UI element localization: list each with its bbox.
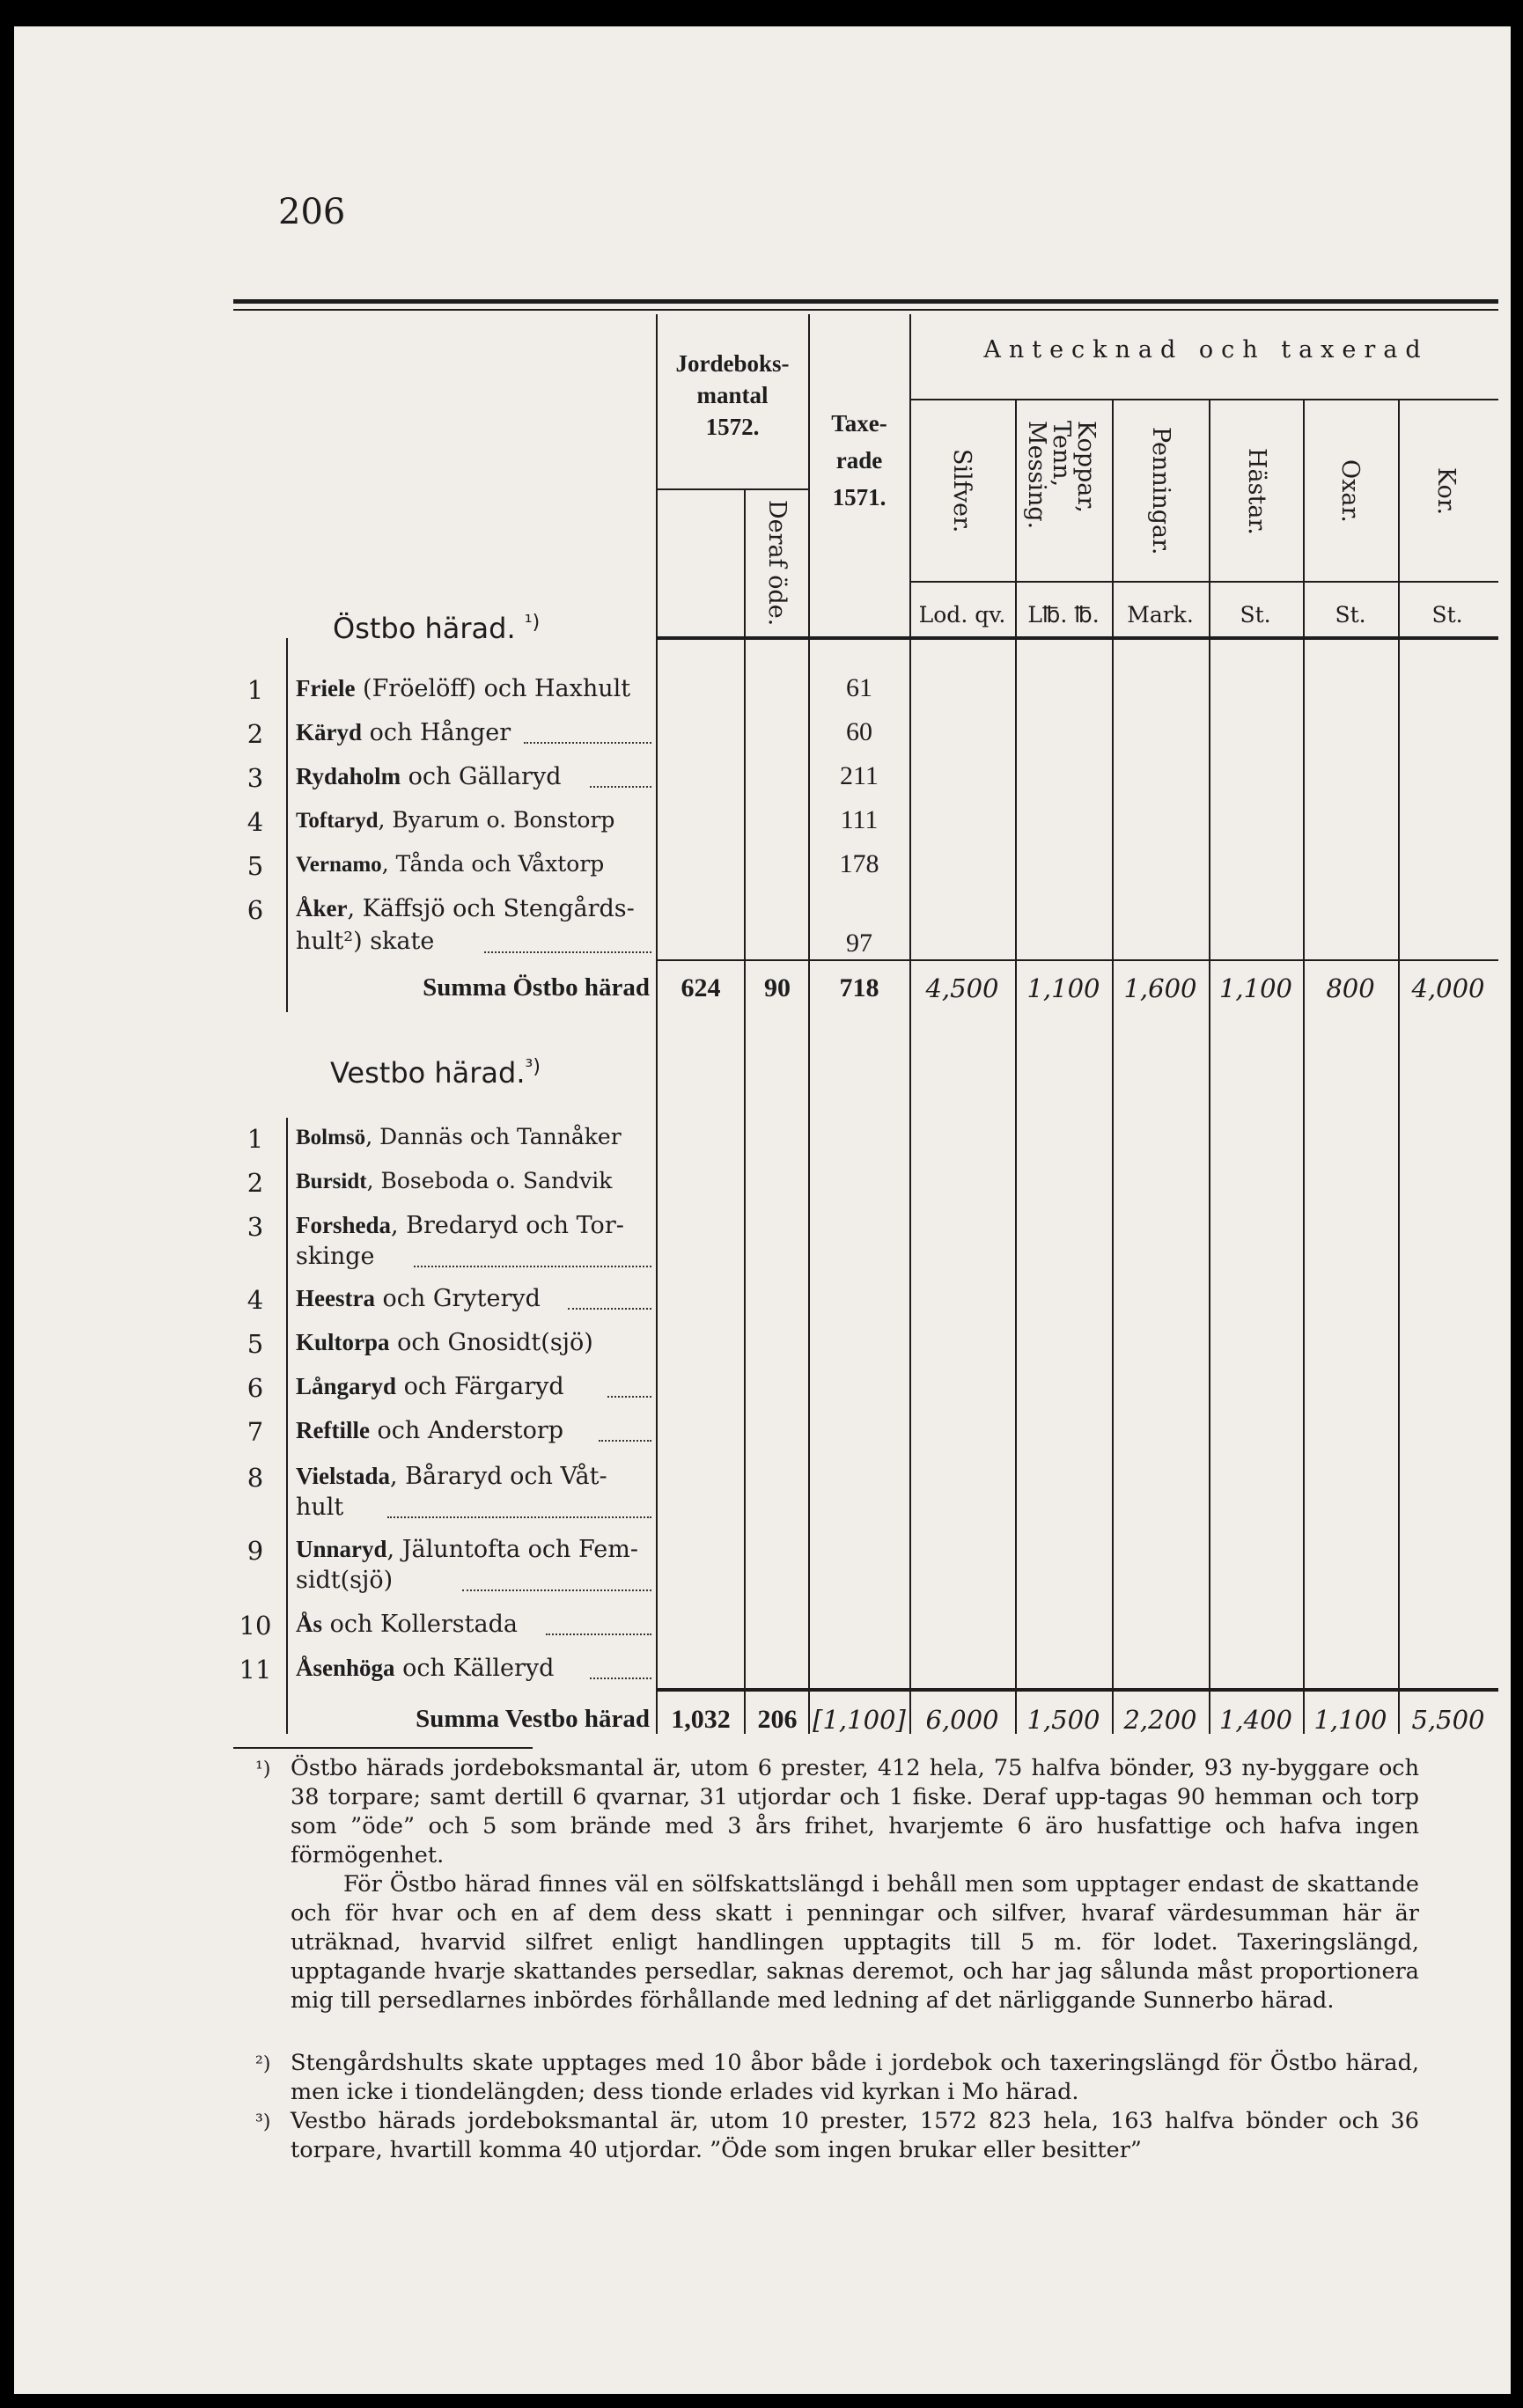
col-line-g	[1209, 400, 1210, 1734]
header-kor: Kor.	[1432, 466, 1460, 516]
taxerade-value: 97	[846, 929, 872, 958]
vestbo-title: Vestbo härad.$^{^3)}$	[330, 1056, 541, 1090]
row-number: 7	[246, 1417, 264, 1447]
row-number: 11	[239, 1655, 272, 1685]
hdr-rule-jordeboks	[656, 488, 808, 490]
unit-oxar: St.	[1335, 602, 1366, 628]
unit-hastar: St.	[1240, 602, 1271, 628]
row-number: 3	[246, 1212, 264, 1242]
leader-dots	[462, 1589, 651, 1591]
hdr-rule-bottom	[656, 636, 1498, 640]
header-penningar: Penningar.	[1147, 427, 1174, 555]
row-name: Vernamo, Tånda och Våxtorp	[296, 851, 605, 877]
leader-dots	[484, 951, 651, 953]
vestbo-sum-koppar: 1,500	[1026, 1705, 1100, 1735]
vestbo-sum-taxerade: [1,100]	[813, 1705, 906, 1735]
row-name: Unnaryd, Jäluntofta och Fem-	[296, 1536, 638, 1563]
leader-dots	[524, 742, 651, 744]
row-number: 4	[246, 807, 264, 837]
ostbo-sum-rule	[656, 959, 1498, 961]
col-line-b	[744, 488, 746, 1734]
footnote-1-mark: ¹)	[255, 1758, 271, 1780]
header-oxar: Oxar.	[1336, 459, 1364, 523]
unit-koppar: L℔. ℔.	[1027, 602, 1100, 628]
row-name: Toftaryd, Byarum o. Bonstorp	[296, 807, 615, 833]
header-koppar: Koppar, Tenn, Messing.	[1023, 421, 1100, 530]
vestbo-sum-rule	[656, 1688, 1498, 1692]
vestbo-sum-oxar: 1,100	[1313, 1705, 1387, 1735]
hdr-rule-antecknad	[909, 399, 1498, 400]
taxerade-value: 61	[846, 673, 872, 702]
row-name-continued: hult	[296, 1494, 344, 1521]
footnote-rule	[233, 1747, 533, 1749]
vestbo-sum-kor: 5,500	[1411, 1705, 1485, 1735]
row-name-continued: sidt(sjö)	[296, 1567, 394, 1594]
leader-dots	[607, 1396, 651, 1398]
vestbo-sum-hastar: 1,400	[1218, 1705, 1293, 1735]
leader-dots	[590, 786, 651, 788]
ostbo-sum-kor: 4,000	[1411, 973, 1485, 1003]
header-silfver: Silfver.	[948, 449, 975, 533]
leader-dots	[546, 1633, 651, 1635]
top-rule-thin	[233, 309, 1498, 311]
footnote-1-para-1: Östbo härads jordeboksmantal är, utom 6 prester, 412 hela, 75 halfva bönder, 93 ny-byggare och 38 torpare; samt dertill 6 qvarnar, 31 utjordar och 1 fiske. Deraf upp-tagas 90 hemman och torp som ”öde” och 5 som brände med 3 års frihet, hvarjemte 6 äro husfattige och hafva ingen förmögenhet.	[291, 1755, 1419, 1868]
header-hastar: Hästar.	[1243, 447, 1270, 535]
vestbo-sum-label: Summa Vestbo härad	[416, 1705, 650, 1733]
col-line-d	[909, 314, 911, 1734]
row-name: Rydaholm och Gällaryd	[296, 763, 562, 790]
row-name: Kultorpa och Gnosidt(sjö)	[296, 1329, 593, 1356]
header-jordeboksmantal: Jordeboks- mantal 1572.	[675, 350, 790, 440]
taxerade-value: 60	[846, 717, 872, 746]
ostbo-sum-koppar: 1,100	[1026, 973, 1100, 1003]
row-number: 2	[246, 719, 264, 749]
row-number: 1	[246, 1124, 264, 1154]
vestbo-sum-silfver: 6,000	[925, 1705, 999, 1735]
leader-dots	[414, 1266, 651, 1267]
leader-dots	[590, 1678, 651, 1679]
vestbo-sum-ode: 206	[757, 1705, 798, 1734]
footnote-1	[255, 1754, 1419, 2015]
row-name: Friele (Fröelöff) och Haxhult	[296, 675, 631, 702]
footnote-2-mark: ²)	[255, 2053, 271, 2075]
row-name: Käryd och Hånger	[296, 719, 511, 746]
leader-dots	[568, 1308, 651, 1310]
unit-penningar: Mark.	[1127, 602, 1194, 628]
header-antecknad: Antecknad och taxerad	[983, 336, 1429, 363]
col-line-num	[286, 638, 288, 1012]
top-rule	[233, 299, 1498, 304]
ostbo-title: Östbo härad. $^{^1)}$	[333, 612, 541, 645]
ostbo-sum-silfver: 4,500	[925, 973, 999, 1003]
col-line-f	[1112, 400, 1114, 1734]
ostbo-sum-jord: 624	[681, 973, 721, 1002]
ostbo-sum-label: Summa Östbo härad	[423, 973, 650, 1002]
row-number: 4	[246, 1285, 264, 1315]
leader-dots	[599, 1440, 651, 1442]
row-name: Reftille och Anderstorp	[296, 1417, 564, 1444]
ostbo-sum-taxerade: 718	[839, 973, 879, 1002]
row-name-continued: skinge	[296, 1243, 375, 1270]
col-line-h	[1303, 400, 1305, 1734]
row-number: 5	[246, 851, 264, 881]
row-number: 8	[246, 1463, 264, 1493]
col-line-c	[808, 314, 810, 1734]
footnote-2: Stengårdshults skate upptages med 10 åbor både i jordebok och taxeringslängd för Östbo härad, men icke i tiondelängden; dess tionde erlades vid kyrkan i Mo härad.	[291, 2050, 1419, 2105]
row-name: Bolmsö, Dannäs och Tannåker	[296, 1124, 622, 1149]
row-name: Åsenhöga och Källeryd	[296, 1655, 555, 1682]
ostbo-sum-ode: 90	[764, 973, 791, 1002]
row-number: 2	[246, 1168, 264, 1198]
ostbo-sum-penningar: 1,600	[1123, 973, 1197, 1003]
col-line-i	[1398, 400, 1400, 1734]
ostbo-sum-hastar: 1,100	[1218, 973, 1293, 1003]
ostbo-sum-oxar: 800	[1326, 973, 1375, 1003]
taxerade-value: 211	[840, 761, 879, 790]
leader-dots	[387, 1516, 651, 1518]
hdr-rule-units	[909, 581, 1498, 583]
row-number: 6	[246, 1373, 264, 1403]
row-name: Heestra och Gryteryd	[296, 1285, 541, 1312]
row-name: Ås och Kollerstada	[296, 1611, 518, 1638]
footnote-1-para-2: För Östbo härad finnes väl en sölfskattslängd i behåll men som upptager endast de skattande och för hvar och en af dem dess skatt i penningar och silfver, hvaraf värdesumman här är uträknad, hvarvid silfret enligt handlingen upptagits till 5 m. för lodet. Taxeringslängd, upptagande hvarje skattandes persedlar, saknas deremot, och har jag sålunda måst proportionera mig till persedlarnes inbördes förhållande med ledning af det närliggande Sunnerbo härad.	[291, 1871, 1419, 2014]
header-deraf-ode: Deraf öde.	[763, 500, 791, 627]
row-name: Bursidt, Boseboda o. Sandvik	[296, 1168, 613, 1193]
taxerade-value: 178	[839, 849, 879, 878]
row-number: 10	[239, 1611, 272, 1641]
unit-kor: St.	[1431, 602, 1463, 628]
vestbo-sum-jord: 1,032	[671, 1705, 731, 1734]
row-number: 6	[246, 895, 264, 925]
col-line-e	[1015, 400, 1017, 1734]
vestbo-sum-penningar: 2,200	[1123, 1705, 1197, 1735]
row-name-continued: hult²) skate	[296, 928, 435, 955]
col-line-num-2	[286, 1118, 288, 1734]
page-number: 206	[278, 192, 346, 232]
taxerade-value: 111	[840, 805, 879, 834]
footnote-3: Vestbo härads jordeboksmantal är, utom 10 prester, 1572 823 hela, 163 halfva bönder och 36 torpare, hvartill komma 40 utjordar. ”Öde som ingen brukar eller besitter”	[291, 2108, 1419, 2163]
row-name: Långaryd och Färgaryd	[296, 1373, 564, 1400]
row-name: Åker, Käffsjö och Stengårds-	[296, 895, 635, 922]
row-number: 9	[246, 1536, 264, 1566]
row-number: 5	[246, 1329, 264, 1359]
row-number: 1	[246, 675, 264, 705]
unit-silfver: Lod. qv.	[918, 602, 1006, 628]
row-name: Forsheda, Bredaryd och Tor-	[296, 1212, 624, 1239]
row-name: Vielstada, Båraryd och Våt-	[296, 1463, 607, 1490]
header-taxerade: Taxe- rade 1571.	[831, 410, 887, 510]
row-number: 3	[246, 763, 264, 793]
footnote-3-mark: ³)	[255, 2111, 271, 2133]
